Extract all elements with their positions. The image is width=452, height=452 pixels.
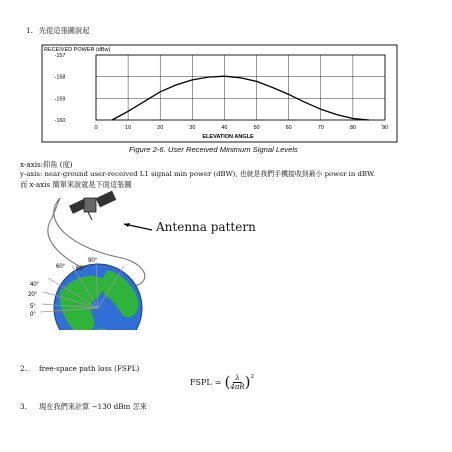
formula-lhs: FSPL [190,378,212,387]
x-tick-label: 40 [221,125,228,131]
angle-label: 0° [30,312,36,318]
section-3-number: 3. [20,402,27,411]
x-tick-label: 60 [285,125,292,131]
formula-right-paren: ) [244,373,251,391]
power-curve-line [112,76,369,120]
figure-caption: Figure 2-6. User Received Minimum Signal Levels [129,145,298,154]
formula-fraction [230,374,244,391]
x-tick-label: 70 [317,125,324,131]
y-tick-label: -159 [54,96,66,103]
note-y-axis: y-axis: near-ground user-received L1 signal min power (dBW), 也就是我們手機接收到最小 power in dBW. [20,170,376,178]
angle-label: 60° [56,264,66,270]
angle-label: 5° [30,304,36,310]
x-tick-label: 50 [253,125,260,131]
formula-numerator: λ [235,374,240,382]
x-tick-label: 30 [189,125,196,131]
angle-label: 90° [88,258,98,264]
angle-label: 20° [28,292,38,298]
elevation-power-chart [0,0,452,160]
chart-xlabel: ELEVATION ANGLE [202,134,254,140]
x-tick-label: 0 [94,125,98,131]
plot-area [96,55,385,120]
x-tick-label: 20 [157,125,164,131]
y-tick-label: -158 [54,74,66,81]
antenna-pattern-figure [0,190,260,330]
formula-exponent: 2 [250,374,254,380]
section-2-number: 2. [20,364,27,373]
angle-label: 60° [76,266,86,272]
x-tick-label: 80 [349,125,356,131]
formula-equals: = [214,378,222,387]
angle-label: 40° [30,282,40,288]
section-1-heading: 先從這張圖說起 [39,26,90,35]
note-x-axis-ref: 而 x-axis 簡單來說就是下面這張圖 [20,180,132,189]
chart-ylabel: RECEIVED POWER (dBw) [44,47,111,53]
formula-denominator: 4πR [230,383,245,391]
y-tick-label: -157 [54,53,66,59]
section-2-heading: free-space path loss (FSPL) [39,364,140,373]
note-x-axis: x-axis:仰角 (度) [20,160,73,169]
antenna-pattern-title: Antenna pattern [156,220,256,234]
satellite-icon [69,191,116,220]
x-tick-label: 10 [125,125,132,131]
y-tick-label: -160 [54,118,66,124]
fspl-formula [190,374,254,391]
x-tick-label: 90 [381,125,389,131]
section-1-number: 1. [26,26,33,35]
formula-left-paren: ( [224,373,231,391]
section-3-heading: 現在我們來計算 −130 dBm 怎來 [39,402,147,411]
